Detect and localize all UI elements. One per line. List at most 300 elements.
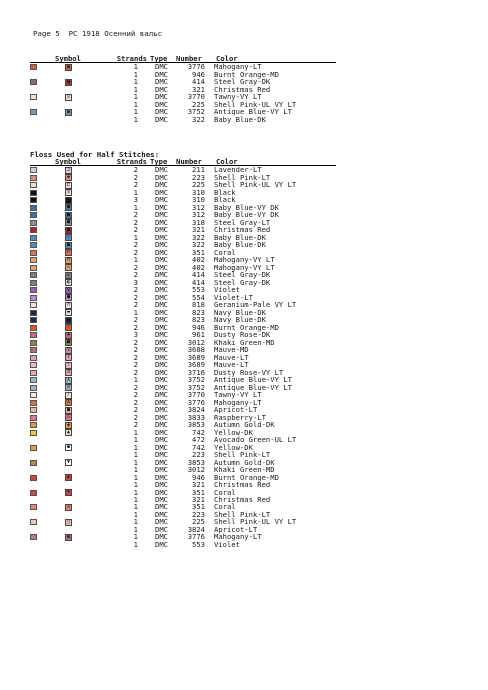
stitch-symbol-icon: ◇ bbox=[66, 271, 70, 278]
color-swatch bbox=[30, 205, 37, 211]
number-cell: 472 bbox=[192, 435, 205, 445]
type-cell: DMC bbox=[155, 517, 168, 527]
color-name-cell: Black bbox=[214, 195, 236, 205]
type-cell: DMC bbox=[155, 292, 168, 302]
symbol-cell bbox=[43, 331, 103, 339]
symbol-cell bbox=[43, 399, 103, 407]
color-swatch bbox=[30, 377, 37, 383]
floss-row bbox=[30, 279, 336, 287]
strands-cell: 1 bbox=[133, 427, 138, 437]
number-cell: 321 bbox=[192, 225, 205, 235]
stitch-symbol-icon: V bbox=[66, 286, 70, 293]
strands-cell: 1 bbox=[133, 457, 138, 467]
swatch-cell bbox=[30, 533, 43, 541]
symbol-cell bbox=[43, 234, 103, 242]
floss-row bbox=[30, 361, 336, 369]
stitch-symbol-icon: ∩ bbox=[66, 301, 70, 308]
strands-cell: 2 bbox=[133, 217, 138, 227]
strands-cell: 1 bbox=[133, 495, 138, 505]
type-cell: DMC bbox=[155, 92, 168, 102]
swatch-cell bbox=[30, 181, 43, 189]
swatch-cell bbox=[30, 526, 43, 533]
color-name-cell: Apricot-LT bbox=[214, 524, 258, 534]
strands-cell: 1 bbox=[133, 187, 138, 197]
color-swatch bbox=[30, 220, 37, 226]
color-swatch bbox=[30, 287, 37, 293]
number-cell: 3853 bbox=[187, 420, 205, 430]
strands-cell: 2 bbox=[133, 322, 138, 332]
color-swatch bbox=[30, 460, 37, 466]
color-header: Color bbox=[214, 158, 336, 166]
stitch-symbol-icon: ■ bbox=[66, 211, 70, 218]
color-name-cell: Shell Pink-UL VY LT bbox=[214, 99, 297, 109]
symbol-cell bbox=[43, 241, 103, 249]
stitch-symbol-icon: ■ bbox=[66, 241, 70, 248]
number-cell: 310 bbox=[192, 195, 205, 205]
color-name-cell: Violet bbox=[214, 285, 240, 295]
stitch-symbol-icon: ♣ bbox=[66, 331, 70, 338]
color-name-cell: Baby Blue-VY DK bbox=[214, 210, 279, 220]
number-cell: 553 bbox=[192, 285, 205, 295]
symbol-cell bbox=[43, 444, 103, 452]
symbol-header: Symbol bbox=[43, 55, 103, 63]
swatch-cell bbox=[30, 286, 43, 294]
color-swatch bbox=[30, 295, 37, 301]
symbol-cell bbox=[43, 429, 103, 437]
color-swatch bbox=[30, 475, 37, 481]
swatch-cell bbox=[30, 166, 43, 174]
symbol-cell bbox=[43, 86, 103, 93]
type-cell: DMC bbox=[155, 420, 168, 430]
type-cell: DMC bbox=[155, 165, 168, 175]
stitch-symbol-icon: ▣ bbox=[66, 63, 70, 70]
floss-row bbox=[30, 496, 336, 503]
stitch-symbol-icon: ≡ bbox=[66, 369, 70, 376]
stitch-symbol-icon: ■ bbox=[66, 219, 70, 226]
swatch-cell bbox=[30, 331, 43, 339]
number-cell: 3752 bbox=[187, 375, 205, 385]
color-swatch bbox=[30, 400, 37, 406]
swatch-cell bbox=[30, 294, 43, 302]
type-cell: DMC bbox=[155, 84, 168, 94]
type-cell: DMC bbox=[155, 360, 168, 370]
symbol-header: Symbol bbox=[43, 158, 103, 166]
strands-cell: 2 bbox=[133, 247, 138, 257]
stitch-symbol-icon: V bbox=[66, 346, 70, 353]
floss-row bbox=[30, 489, 336, 497]
floss-row bbox=[30, 196, 336, 204]
color-name-cell: Black bbox=[214, 187, 236, 197]
floss-table-full bbox=[30, 55, 336, 123]
swatch-cell bbox=[30, 78, 43, 86]
color-name-cell: Antique Blue-VY LT bbox=[214, 107, 292, 117]
type-cell: DMC bbox=[155, 480, 168, 490]
symbol-cell bbox=[43, 406, 103, 414]
type-cell: DMC bbox=[155, 412, 168, 422]
stitch-symbol-icon: □ bbox=[66, 518, 70, 525]
strands-cell: 2 bbox=[133, 300, 138, 310]
swatch-cell bbox=[30, 309, 43, 317]
strands-cell: 2 bbox=[133, 262, 138, 272]
floss-row bbox=[30, 211, 336, 219]
number-cell: 225 bbox=[192, 517, 205, 527]
strands-cell: 2 bbox=[133, 390, 138, 400]
number-cell: 3752 bbox=[187, 382, 205, 392]
swatch-cell bbox=[30, 301, 43, 309]
strands-cell: 2 bbox=[133, 360, 138, 370]
color-name-cell: Christmas Red bbox=[214, 495, 271, 505]
color-swatch bbox=[30, 265, 37, 271]
swatch-cell bbox=[30, 346, 43, 354]
color-name-cell: Raspberry-LT bbox=[214, 412, 266, 422]
strands-cell: 1 bbox=[133, 435, 138, 445]
floss-row bbox=[30, 533, 336, 541]
color-name-cell: Antique Blue-VY LT bbox=[214, 382, 292, 392]
color-swatch bbox=[30, 182, 37, 188]
symbol-cell bbox=[43, 71, 103, 78]
number-cell: 946 bbox=[192, 69, 205, 79]
color-name-cell: Mahogany-LT bbox=[214, 532, 262, 542]
floss-row bbox=[30, 226, 336, 234]
type-cell: DMC bbox=[155, 330, 168, 340]
floss-row bbox=[30, 271, 336, 279]
color-name-cell: Geranium-Pale VY LT bbox=[214, 300, 297, 310]
floss-rows-half bbox=[30, 166, 336, 429]
stitch-symbol-icon: ✓ bbox=[66, 234, 70, 241]
swatch-header bbox=[30, 158, 43, 166]
color-swatch bbox=[30, 407, 37, 413]
number-cell: 351 bbox=[192, 487, 205, 497]
color-name-cell: Violet-LT bbox=[214, 292, 253, 302]
number-cell: 414 bbox=[192, 277, 205, 287]
stitch-symbol-icon: ▦ bbox=[66, 533, 70, 540]
floss-row bbox=[30, 339, 336, 347]
type-cell: DMC bbox=[155, 397, 168, 407]
color-swatch bbox=[30, 190, 37, 196]
number-cell: 223 bbox=[192, 172, 205, 182]
floss-rows-full bbox=[30, 63, 336, 123]
color-swatch bbox=[30, 257, 37, 263]
number-cell: 3776 bbox=[187, 397, 205, 407]
color-name-cell: Mahogany-VY LT bbox=[214, 262, 275, 272]
color-swatch bbox=[30, 392, 37, 398]
swatch-cell bbox=[30, 429, 43, 437]
stitch-symbol-icon: ■ bbox=[66, 196, 70, 203]
color-name-cell: Shell Pink-UL VY LT bbox=[214, 180, 297, 190]
color-name-cell: Shell Pink-LT bbox=[214, 172, 271, 182]
swatch-cell bbox=[30, 354, 43, 362]
swatch-cell bbox=[30, 256, 43, 264]
strands-cell: 2 bbox=[133, 172, 138, 182]
number-header: Number bbox=[172, 158, 214, 166]
symbol-cell bbox=[43, 256, 103, 264]
color-name-cell: Shell Pink-LT bbox=[214, 450, 271, 460]
color-name-cell: Coral bbox=[214, 502, 236, 512]
type-cell: DMC bbox=[155, 180, 168, 190]
swatch-cell bbox=[30, 174, 43, 182]
number-cell: 321 bbox=[192, 84, 205, 94]
swatch-cell bbox=[30, 271, 43, 279]
type-cell: DMC bbox=[155, 172, 168, 182]
number-cell: 225 bbox=[192, 180, 205, 190]
color-swatch bbox=[30, 415, 37, 421]
swatch-cell bbox=[30, 241, 43, 249]
floss-row bbox=[30, 474, 336, 482]
symbol-cell bbox=[43, 503, 103, 511]
type-cell: DMC bbox=[155, 382, 168, 392]
number-cell: 3776 bbox=[187, 532, 205, 542]
type-cell: DMC bbox=[155, 255, 168, 265]
strands-cell: 1 bbox=[133, 202, 138, 212]
type-cell: DMC bbox=[155, 427, 168, 437]
stitch-symbol-icon: ▣ bbox=[66, 78, 70, 85]
symbol-cell bbox=[43, 324, 103, 332]
type-cell: DMC bbox=[155, 232, 168, 242]
stitch-symbol-icon: ↑ bbox=[66, 354, 70, 361]
symbol-cell bbox=[43, 271, 103, 279]
symbol-cell bbox=[43, 436, 103, 443]
floss-row bbox=[30, 541, 336, 548]
color-name-cell: Dusty Rose-DK bbox=[214, 330, 271, 340]
number-cell: 312 bbox=[192, 210, 205, 220]
floss-rows-blended bbox=[30, 429, 336, 548]
color-name-cell: Mahogany-LT bbox=[214, 62, 262, 72]
color-name-cell: Steel Gray-DK bbox=[214, 277, 271, 287]
number-cell: 3853 bbox=[187, 457, 205, 467]
symbol-cell bbox=[43, 294, 103, 302]
symbol-cell bbox=[43, 116, 103, 123]
number-cell: 402 bbox=[192, 262, 205, 272]
swatch-cell bbox=[30, 376, 43, 384]
color-name-cell: Baby Blue-VY DK bbox=[214, 202, 279, 212]
stitch-symbol-icon: ▼ bbox=[66, 459, 70, 466]
type-cell: DMC bbox=[155, 307, 168, 317]
type-cell: DMC bbox=[155, 532, 168, 542]
number-cell: 322 bbox=[192, 240, 205, 250]
color-swatch bbox=[30, 430, 37, 436]
color-name-cell: Mauve-LT bbox=[214, 360, 249, 370]
symbol-cell bbox=[43, 279, 103, 287]
swatch-cell bbox=[30, 399, 43, 407]
type-cell: DMC bbox=[155, 114, 168, 124]
color-name-cell: Navy Blue-DK bbox=[214, 307, 266, 317]
type-cell: DMC bbox=[155, 322, 168, 332]
color-swatch bbox=[30, 280, 37, 286]
strands-cell: 2 bbox=[133, 315, 138, 325]
color-name-cell: Burnt Orange-MD bbox=[214, 69, 279, 79]
color-name-cell: Lavender-LT bbox=[214, 165, 262, 175]
symbol-cell bbox=[43, 339, 103, 347]
stitch-symbol-icon: ◐ bbox=[66, 279, 70, 286]
swatch-cell bbox=[30, 211, 43, 219]
floss-row bbox=[30, 481, 336, 488]
color-name-cell: Christmas Red bbox=[214, 225, 271, 235]
symbol-cell bbox=[43, 181, 103, 189]
strands-cell: 1 bbox=[133, 107, 138, 117]
color-swatch bbox=[30, 167, 37, 173]
type-header: Type bbox=[147, 55, 172, 63]
stitch-symbol-icon: ▣ bbox=[66, 108, 70, 115]
symbol-cell bbox=[43, 526, 103, 533]
floss-row bbox=[30, 451, 336, 458]
symbol-cell bbox=[43, 309, 103, 317]
number-cell: 223 bbox=[192, 509, 205, 519]
strands-cell: 3 bbox=[133, 195, 138, 205]
symbol-cell bbox=[43, 346, 103, 354]
color-name-cell: Coral bbox=[214, 487, 236, 497]
color-name-cell: Coral bbox=[214, 247, 236, 257]
symbol-cell bbox=[43, 354, 103, 362]
swatch-cell bbox=[30, 264, 43, 272]
floss-row bbox=[30, 264, 336, 272]
stitch-symbol-icon: ◇ bbox=[66, 414, 70, 421]
stitch-symbol-icon: J bbox=[66, 166, 70, 173]
swatch-cell bbox=[30, 339, 43, 347]
floss-row bbox=[30, 518, 336, 526]
floss-row bbox=[30, 256, 336, 264]
strands-header: Strands bbox=[103, 55, 147, 63]
symbol-cell bbox=[43, 101, 103, 108]
number-cell: 3770 bbox=[187, 390, 205, 400]
number-cell: 312 bbox=[192, 202, 205, 212]
strands-cell: 1 bbox=[133, 524, 138, 534]
symbol-cell bbox=[43, 481, 103, 488]
color-name-cell: Tawny-VY LT bbox=[214, 390, 262, 400]
type-cell: DMC bbox=[155, 277, 168, 287]
type-cell: DMC bbox=[155, 502, 168, 512]
strands-cell: 2 bbox=[133, 397, 138, 407]
type-cell: DMC bbox=[155, 345, 168, 355]
swatch-header bbox=[30, 55, 43, 63]
type-cell: DMC bbox=[155, 509, 168, 519]
swatch-cell bbox=[30, 234, 43, 242]
symbol-cell bbox=[43, 518, 103, 526]
type-cell: DMC bbox=[155, 62, 168, 72]
symbol-cell bbox=[43, 384, 103, 392]
strands-cell: 2 bbox=[133, 367, 138, 377]
swatch-cell bbox=[30, 481, 43, 488]
floss-row bbox=[30, 324, 336, 332]
swatch-cell bbox=[30, 249, 43, 257]
swatch-cell bbox=[30, 71, 43, 78]
color-swatch bbox=[30, 94, 37, 100]
swatch-cell bbox=[30, 436, 43, 443]
number-cell: 322 bbox=[192, 114, 205, 124]
floss-row bbox=[30, 414, 336, 422]
swatch-cell bbox=[30, 541, 43, 548]
color-swatch bbox=[30, 197, 37, 203]
floss-row bbox=[30, 331, 336, 339]
number-cell: 318 bbox=[192, 217, 205, 227]
floss-row bbox=[30, 444, 336, 452]
color-name-cell: Khaki Green-MD bbox=[214, 465, 275, 475]
color-swatch bbox=[30, 64, 37, 70]
type-cell: DMC bbox=[155, 247, 168, 257]
strands-cell: 2 bbox=[133, 352, 138, 362]
number-cell: 321 bbox=[192, 495, 205, 505]
floss-row bbox=[30, 189, 336, 197]
type-cell: DMC bbox=[155, 450, 168, 460]
type-cell: DMC bbox=[155, 539, 168, 549]
page-header: Page 5 PC 1918 Осенний вальс bbox=[33, 29, 163, 38]
strands-cell: 1 bbox=[133, 465, 138, 475]
number-cell: 823 bbox=[192, 307, 205, 317]
floss-row bbox=[30, 86, 336, 93]
strands-cell: 2 bbox=[133, 382, 138, 392]
color-name-cell: Avocado Green-UL LT bbox=[214, 435, 297, 445]
table-header-row bbox=[30, 158, 336, 166]
strands-cell: 1 bbox=[133, 472, 138, 482]
strands-cell: 1 bbox=[133, 442, 138, 452]
symbol-cell bbox=[43, 496, 103, 503]
swatch-cell bbox=[30, 518, 43, 526]
floss-row bbox=[30, 63, 336, 71]
symbol-cell bbox=[43, 196, 103, 204]
strands-cell: 2 bbox=[133, 225, 138, 235]
color-swatch bbox=[30, 235, 37, 241]
symbol-cell bbox=[43, 376, 103, 384]
strands-cell: 2 bbox=[133, 292, 138, 302]
number-cell: 322 bbox=[192, 232, 205, 242]
number-cell: 3689 bbox=[187, 352, 205, 362]
number-cell: 742 bbox=[192, 427, 205, 437]
color-name-cell: Autumn Gold-DK bbox=[214, 420, 275, 430]
stitch-symbol-icon: ◎ bbox=[66, 93, 70, 100]
strands-cell: 1 bbox=[133, 480, 138, 490]
swatch-cell bbox=[30, 459, 43, 467]
number-cell: 3689 bbox=[187, 360, 205, 370]
color-swatch bbox=[30, 212, 37, 218]
color-swatch bbox=[30, 355, 37, 361]
color-name-cell: Yellow-DK bbox=[214, 442, 253, 452]
color-swatch bbox=[30, 250, 37, 256]
floss-row bbox=[30, 78, 336, 86]
color-swatch bbox=[30, 325, 37, 331]
stitch-symbol-icon: ■ bbox=[66, 406, 70, 413]
color-swatch bbox=[30, 310, 37, 316]
number-cell: 553 bbox=[192, 539, 205, 549]
stitch-symbol-icon: E bbox=[66, 181, 70, 188]
stitch-symbol-icon: ◆ bbox=[66, 174, 70, 181]
strands-header: Strands bbox=[103, 158, 147, 166]
number-cell: 946 bbox=[192, 322, 205, 332]
swatch-cell bbox=[30, 219, 43, 227]
floss-row bbox=[30, 301, 336, 309]
strands-cell: 1 bbox=[133, 307, 138, 317]
color-name-cell: Mauve-MD bbox=[214, 345, 249, 355]
swatch-cell bbox=[30, 63, 43, 71]
type-cell: DMC bbox=[155, 300, 168, 310]
type-cell: DMC bbox=[155, 240, 168, 250]
floss-row bbox=[30, 286, 336, 294]
stitch-symbol-icon: ! bbox=[66, 324, 70, 331]
type-cell: DMC bbox=[155, 69, 168, 79]
color-swatch bbox=[30, 504, 37, 510]
swatch-cell bbox=[30, 384, 43, 392]
type-cell: DMC bbox=[155, 457, 168, 467]
floss-table-half bbox=[30, 158, 336, 548]
symbol-cell bbox=[43, 541, 103, 548]
strands-cell: 2 bbox=[133, 420, 138, 430]
type-cell: DMC bbox=[155, 315, 168, 325]
type-cell: DMC bbox=[155, 107, 168, 117]
symbol-cell bbox=[43, 511, 103, 518]
swatch-cell bbox=[30, 204, 43, 212]
symbol-cell bbox=[43, 533, 103, 541]
symbol-cell bbox=[43, 211, 103, 219]
swatch-cell bbox=[30, 93, 43, 101]
type-cell: DMC bbox=[155, 210, 168, 220]
